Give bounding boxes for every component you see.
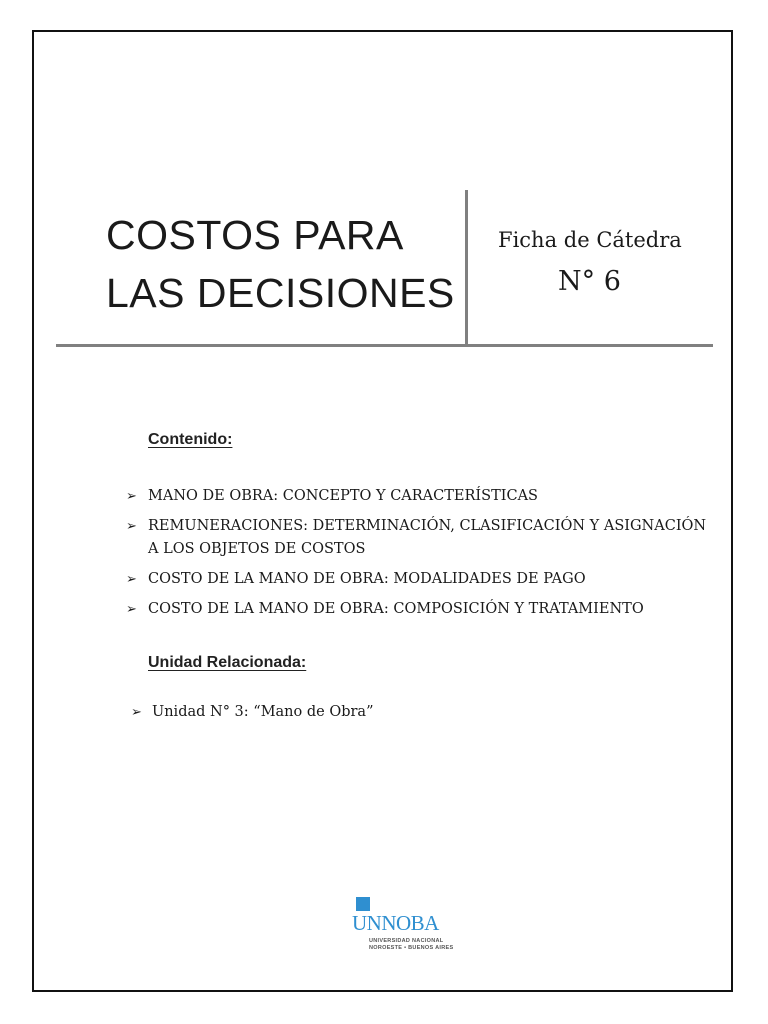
contenido-heading: Contenido: — [148, 431, 233, 448]
document-title — [106, 206, 455, 322]
arrowhead-bullet-icon: ➢ — [131, 705, 142, 720]
arrowhead-bullet-icon: ➢ — [126, 572, 137, 587]
list-item-text: MANO DE OBRA: CONCEPTO Y CARACTERÍSTICAS — [148, 488, 538, 504]
horizontal-divider — [56, 344, 713, 347]
unnoba-logo — [352, 897, 454, 957]
list-item-text: COSTO DE LA MANO DE OBRA: COMPOSICIÓN Y TRATAMIENTO — [148, 601, 644, 617]
logo-square-icon — [356, 897, 370, 911]
ficha-number: N° 6 — [558, 266, 621, 297]
list-item — [126, 515, 716, 561]
list-item-text: COSTO DE LA MANO DE OBRA: MODALIDADES DE PAGO — [148, 571, 586, 587]
list-item — [126, 568, 716, 591]
logo-name: UNNOBA — [352, 911, 439, 935]
title-line-2: LAS DECISIONES — [106, 270, 455, 316]
list-item — [131, 701, 374, 724]
list-item — [126, 485, 716, 508]
logo-subtitle-1: UNIVERSIDAD NACIONAL — [369, 938, 444, 944]
list-item-text: Unidad N° 3: “Mano de Obra” — [152, 704, 374, 720]
arrowhead-bullet-icon: ➢ — [126, 519, 137, 534]
unidad-list — [131, 701, 374, 724]
arrowhead-bullet-icon: ➢ — [126, 489, 137, 504]
list-item-text: REMUNERACIONES: DETERMINACIÓN, CLASIFICACIÓN Y ASIGNACIÓN A LOS OBJETOS DE COSTOS — [148, 518, 707, 557]
list-item — [126, 598, 716, 621]
arrowhead-bullet-icon: ➢ — [126, 602, 137, 617]
ficha-label: Ficha de Cátedra — [498, 228, 682, 252]
contenido-list — [126, 485, 716, 628]
title-line-1: COSTOS PARA — [106, 212, 404, 258]
unidad-heading: Unidad Relacionada: — [148, 654, 307, 671]
vertical-divider — [465, 190, 468, 345]
logo-subtitle-2: NOROESTE • BUENOS AIRES — [369, 945, 454, 951]
